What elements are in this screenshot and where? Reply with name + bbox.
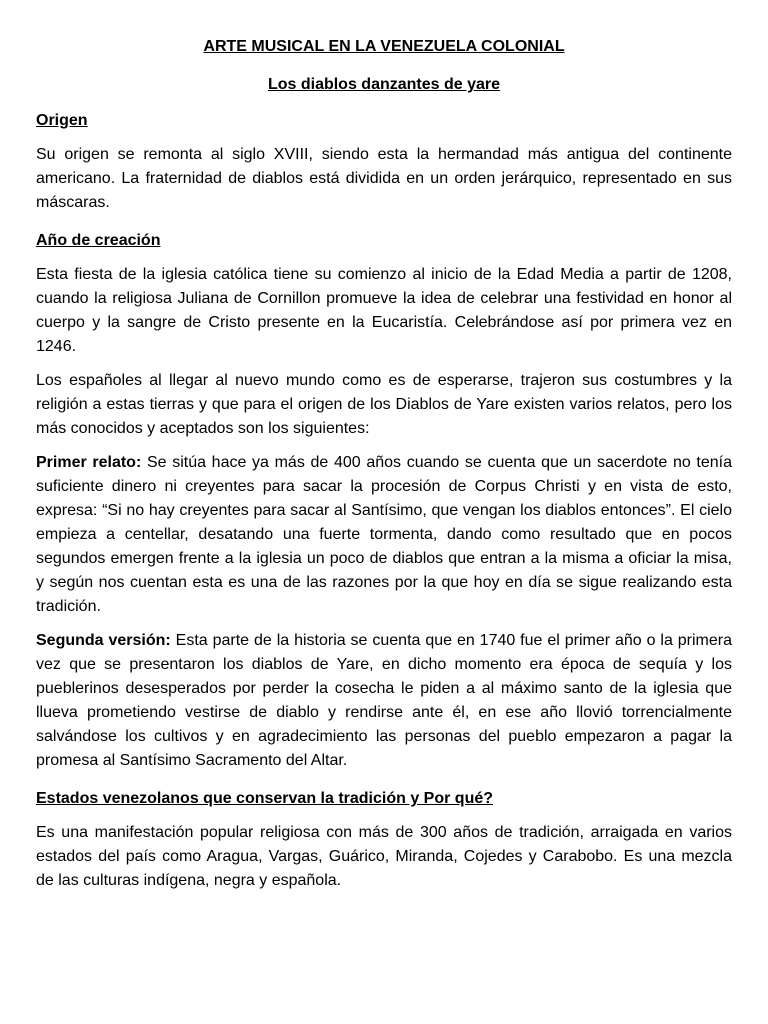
paragraph-estados: Es una manifestación popular religiosa con más de 300 años de tradición, arraigada en varios estados del país como Aragua, Vargas, Guárico, Miranda, Cojedes y Carabobo. Es una mezcla de las culturas indígena, negra y española. <box>36 824 732 889</box>
paragraph-primer-relato <box>36 451 732 619</box>
heading-creacion: Año de creación <box>36 232 161 249</box>
paragraph-creacion-2: Los españoles al llegar al nuevo mundo como es de esperarse, trajeron sus costumbres y la religión a estas tierras y que para el origen de los Diablos de Yare existen varios relatos, pero los más conocidos y aceptados son los siguientes: <box>36 372 732 437</box>
paragraph-segunda-version <box>36 629 732 773</box>
document-subtitle: Los diablos danzantes de yare <box>267 76 501 93</box>
paragraph-origen: Su origen se remonta al siglo XVIII, siendo esta la hermandad más antigua del continente americano. La fraternidad de diablos está dividida en un orden jerárquico, representado en sus máscaras. <box>36 146 732 211</box>
document-title: ARTE MUSICAL EN LA VENEZUELA COLONIAL <box>203 38 565 55</box>
heading-origen: Origen <box>36 112 88 129</box>
segunda-version-label: Segunda versión: <box>36 632 171 649</box>
primer-relato-text: Se sitúa hace ya más de 400 años cuando se cuenta que un sacerdote no tenía suficiente dinero ni creyentes para sacar la procesión de Corpus Christi y en vista de esto, expresa: “Si no hay creyentes para sacar al Santísimo, que vengan los diablos entonces”. El cielo empieza a centellar, desatando una fuerte tormenta, dando como resultado que en pocos segundos emergen frente a la iglesia un poco de diablos que entran a la misma a oficiar la misa, y según nos cuentan esta es una de las razones por la que hoy en día se sigue realizando esta tradición. <box>36 454 732 615</box>
segunda-version-text: Esta parte de la historia se cuenta que en 1740 fue el primer año o la primera vez que se presentaron los diablos de Yare, en dicho momento era época de sequía y los pueblerinos desesperados por perder la cosecha le piden a al máximo santo de la iglesia que llueva prometiendo vestirse de diablo y rendirse ante él, en ese año llovió torrencialmente salvándose los cultivos y en agradecimiento las personas del pueblo empezaron a pagar la promesa al Santísimo Sacramento del Altar. <box>36 632 733 769</box>
heading-estados: Estados venezolanos que conservan la tradición y Por qué? <box>36 790 494 807</box>
paragraph-creacion-1: Esta fiesta de la iglesia católica tiene su comienzo al inicio de la Edad Media a partir de 1208, cuando la religiosa Juliana de Cornillon promueve la idea de celebrar una festividad en honor al cuerpo y la sangre de Cristo presente en la Eucaristía. Celebrándose así por primera vez en 1246. <box>36 266 732 355</box>
primer-relato-label: Primer relato: <box>36 454 142 471</box>
document-page <box>36 37 732 893</box>
